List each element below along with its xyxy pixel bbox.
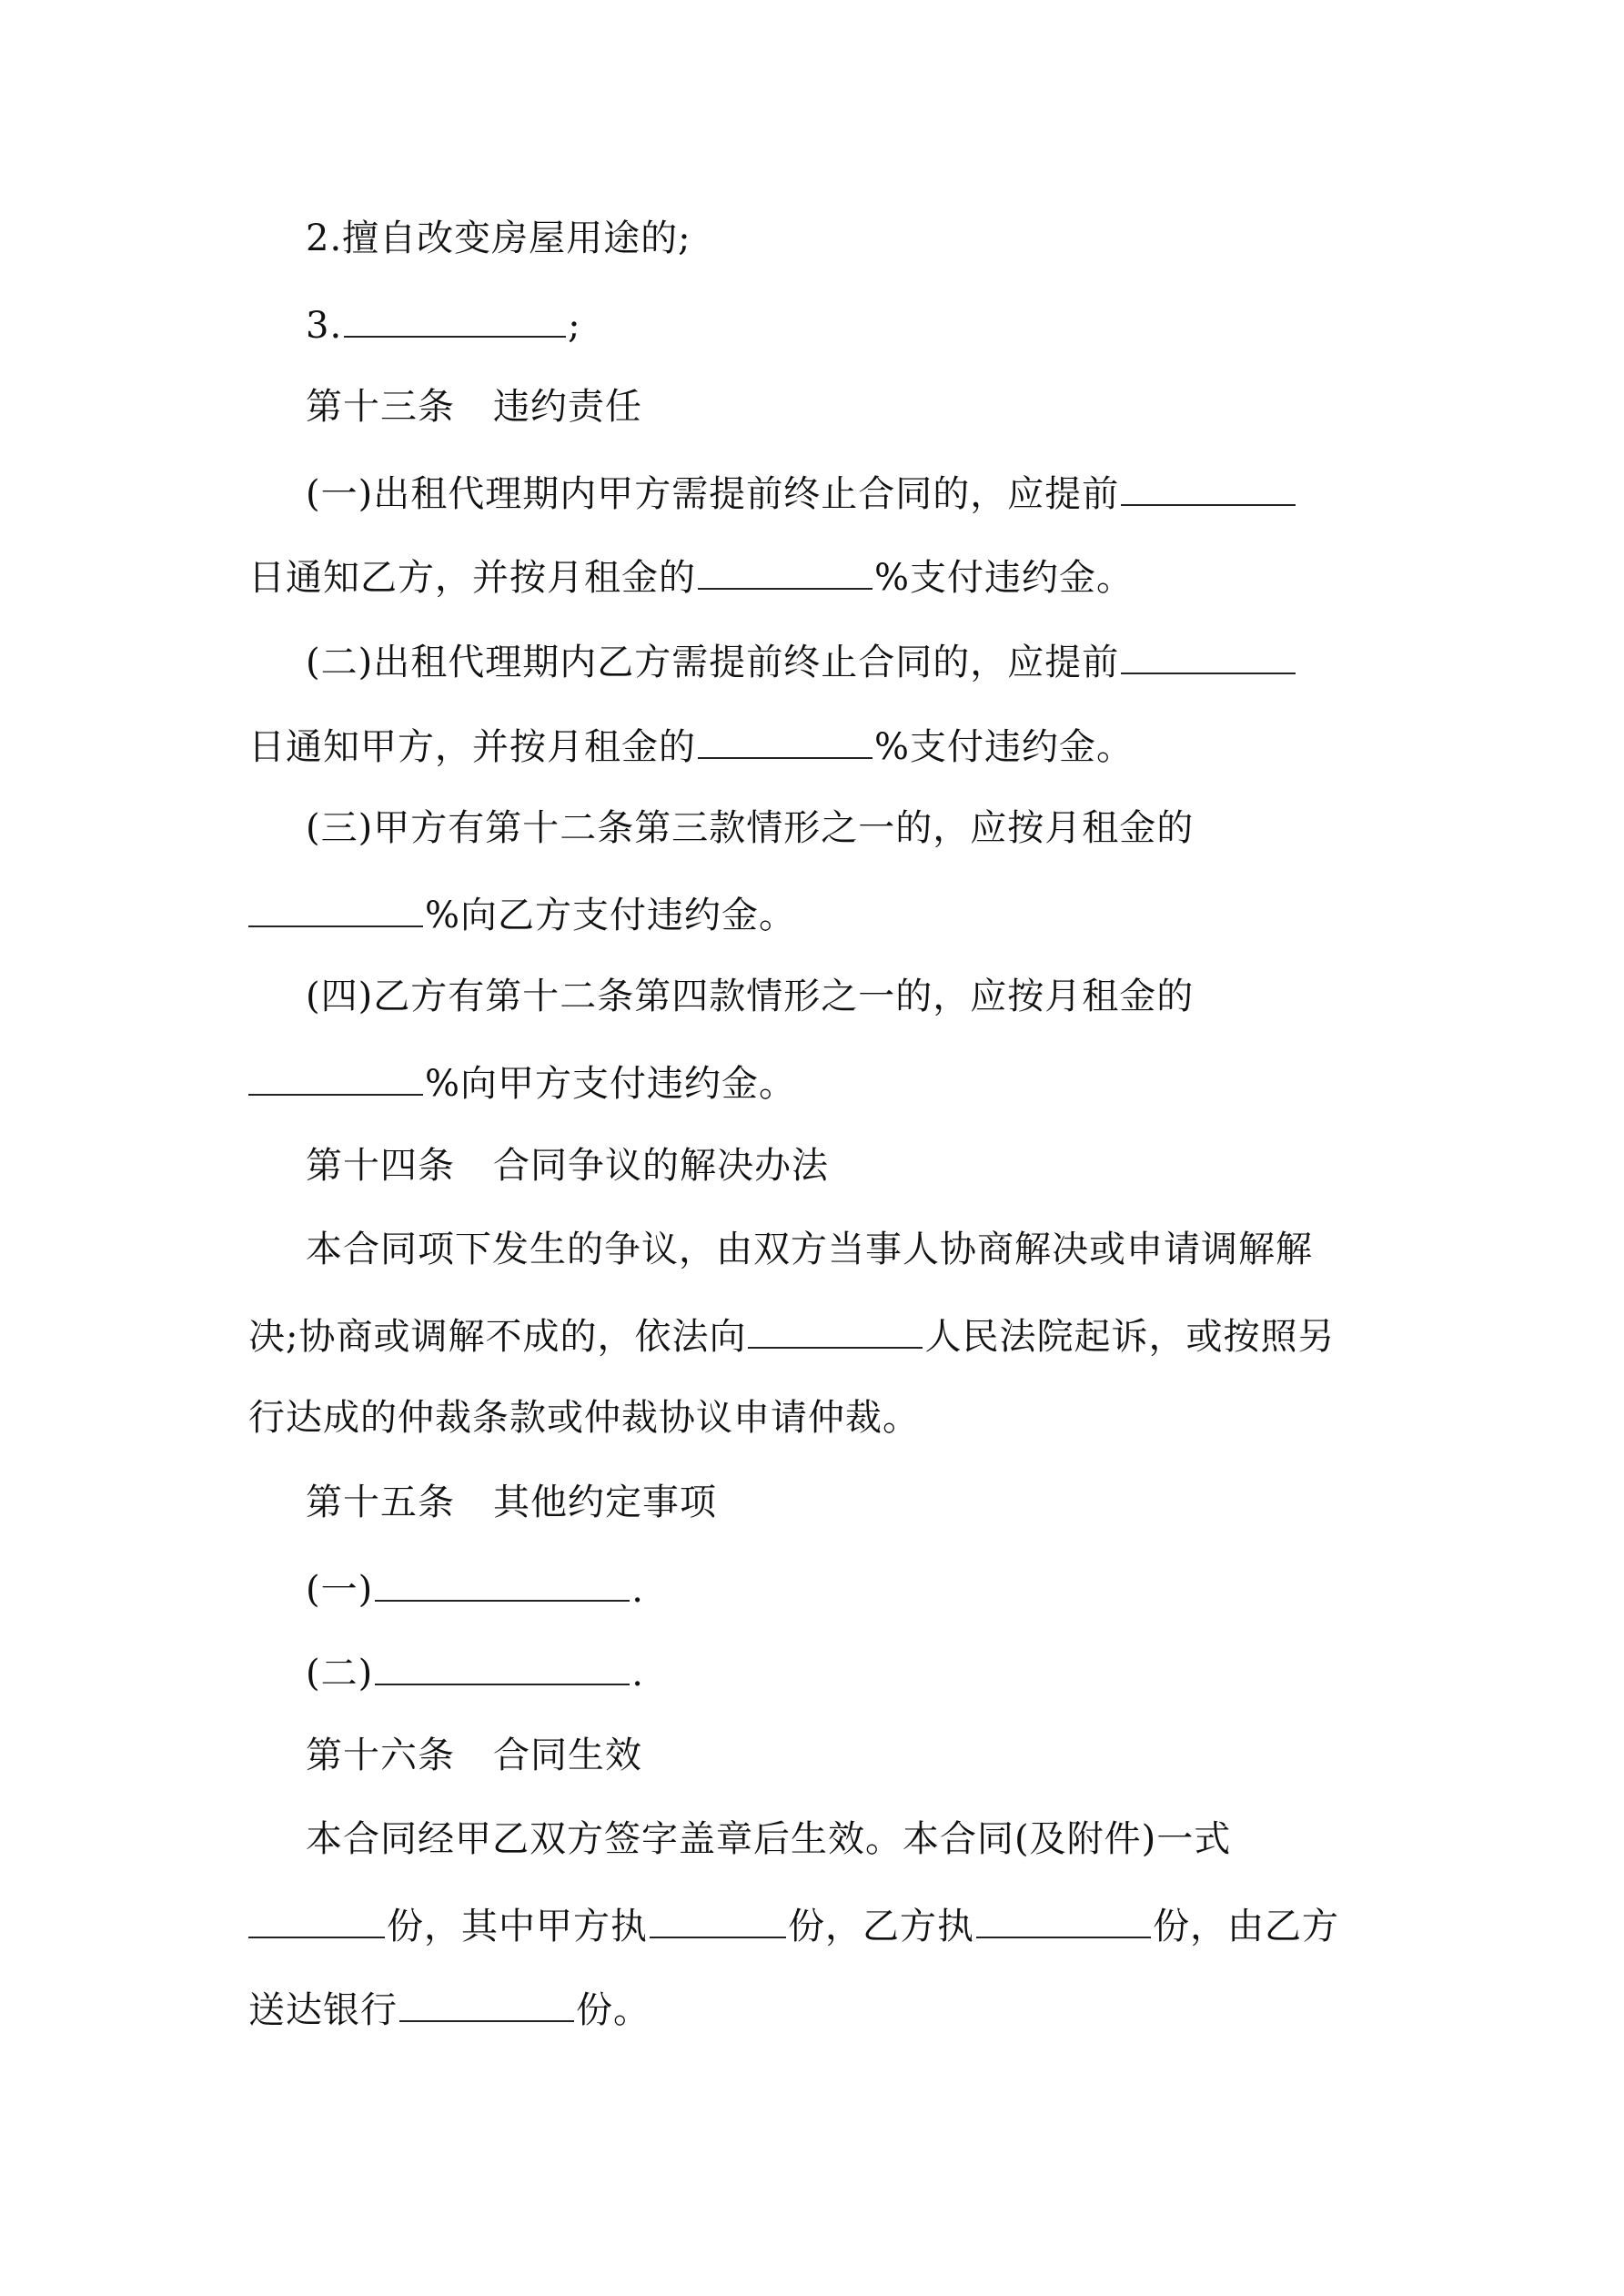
article-title: 其他约定事项 xyxy=(493,1481,717,1523)
blank-field[interactable] xyxy=(698,717,873,759)
blank-field[interactable] xyxy=(248,1896,385,1938)
paragraph-line xyxy=(248,717,1395,802)
contract-text xyxy=(248,211,1395,2065)
article-14-heading xyxy=(248,1138,1395,1223)
text-span: (一)出租代理期内甲方需提前终止合同的，应提前 xyxy=(306,472,1120,515)
paragraph-line xyxy=(248,1896,1395,1981)
blank-field[interactable] xyxy=(248,885,423,927)
article-title: 违约责任 xyxy=(493,386,642,429)
text-span: . xyxy=(631,1568,644,1611)
text-span: 决;协商或调解不成的，依法向 xyxy=(248,1315,747,1358)
blank-field[interactable] xyxy=(1121,464,1296,506)
article-number: 第十五条 xyxy=(306,1481,455,1523)
paragraph-line xyxy=(248,632,1395,717)
text-span: %支付违约金。 xyxy=(874,557,1135,600)
other-item-1 xyxy=(248,1560,1395,1644)
paragraph-line xyxy=(248,1054,1395,1138)
article-title: 合同争议的解决办法 xyxy=(493,1144,829,1187)
article-16-heading xyxy=(248,1728,1395,1813)
text-span: (四)乙方有第十二条第四款情形之一的，应按月租金的 xyxy=(306,976,1195,1018)
text-span: 份，由乙方 xyxy=(1153,1905,1339,1947)
text-span: 3. xyxy=(306,304,343,347)
text-span: . xyxy=(631,1653,644,1695)
blank-field[interactable] xyxy=(375,1644,630,1685)
article-title: 合同生效 xyxy=(493,1734,642,1776)
paragraph-line xyxy=(248,1307,1395,1391)
text-span: 日通知甲方，并按月租金的 xyxy=(248,725,696,768)
paragraph-line xyxy=(248,801,1395,885)
text-span: 日通知乙方，并按月租金的 xyxy=(248,557,696,600)
article-number: 第十四条 xyxy=(306,1144,455,1187)
text-span: 人民法院起诉，或按照另 xyxy=(924,1315,1336,1358)
paragraph-line xyxy=(248,1812,1395,1896)
clause-item-2 xyxy=(248,211,1395,296)
blank-field[interactable] xyxy=(399,1980,574,2022)
text-span: ; xyxy=(568,304,581,347)
blank-field[interactable] xyxy=(698,548,873,590)
article-number: 第十三条 xyxy=(306,386,455,429)
clause-item-3 xyxy=(248,296,1395,380)
article-13-heading xyxy=(248,379,1395,464)
text-span: 行达成的仲裁条款或仲裁协议申请仲裁。 xyxy=(248,1397,920,1440)
text-span: (二) xyxy=(306,1653,374,1695)
text-span: 本合同项下发生的争议，由双方当事人协商解决或申请调解解 xyxy=(306,1229,1313,1271)
paragraph-line xyxy=(248,1222,1395,1307)
paragraph-line xyxy=(248,1980,1395,2065)
article-15-heading xyxy=(248,1475,1395,1560)
blank-field[interactable] xyxy=(248,1054,423,1096)
blank-field[interactable] xyxy=(344,296,566,338)
text-span: 份。 xyxy=(576,1989,651,2032)
paragraph-line xyxy=(248,969,1395,1054)
blank-field[interactable] xyxy=(375,1560,630,1602)
text-span: %向甲方支付违约金。 xyxy=(425,1062,797,1105)
blank-field[interactable] xyxy=(976,1896,1151,1938)
paragraph-line xyxy=(248,1391,1395,1475)
text-span: 2.擅自改变房屋用途的; xyxy=(306,217,691,259)
blank-field[interactable] xyxy=(1121,632,1296,674)
other-item-2 xyxy=(248,1644,1395,1728)
blank-field[interactable] xyxy=(650,1896,786,1938)
text-span: 本合同经甲乙双方签字盖章后生效。本合同(及附件)一式 xyxy=(306,1818,1232,1861)
article-number: 第十六条 xyxy=(306,1734,455,1776)
text-span: (三)甲方有第十二条第三款情形之一的，应按月租金的 xyxy=(306,807,1195,850)
paragraph-line xyxy=(248,885,1395,970)
text-span: %支付违约金。 xyxy=(874,725,1135,768)
text-span: 送达银行 xyxy=(248,1989,398,2032)
paragraph-line xyxy=(248,548,1395,632)
blank-field[interactable] xyxy=(748,1307,923,1349)
text-span: (二)出租代理期内乙方需提前终止合同的，应提前 xyxy=(306,641,1120,683)
text-span: (一) xyxy=(306,1568,374,1611)
text-span: %向乙方支付违约金。 xyxy=(425,894,797,936)
text-span: 份，其中甲方执 xyxy=(387,1905,648,1947)
text-span: 份，乙方执 xyxy=(788,1905,974,1947)
paragraph-line xyxy=(248,464,1395,549)
